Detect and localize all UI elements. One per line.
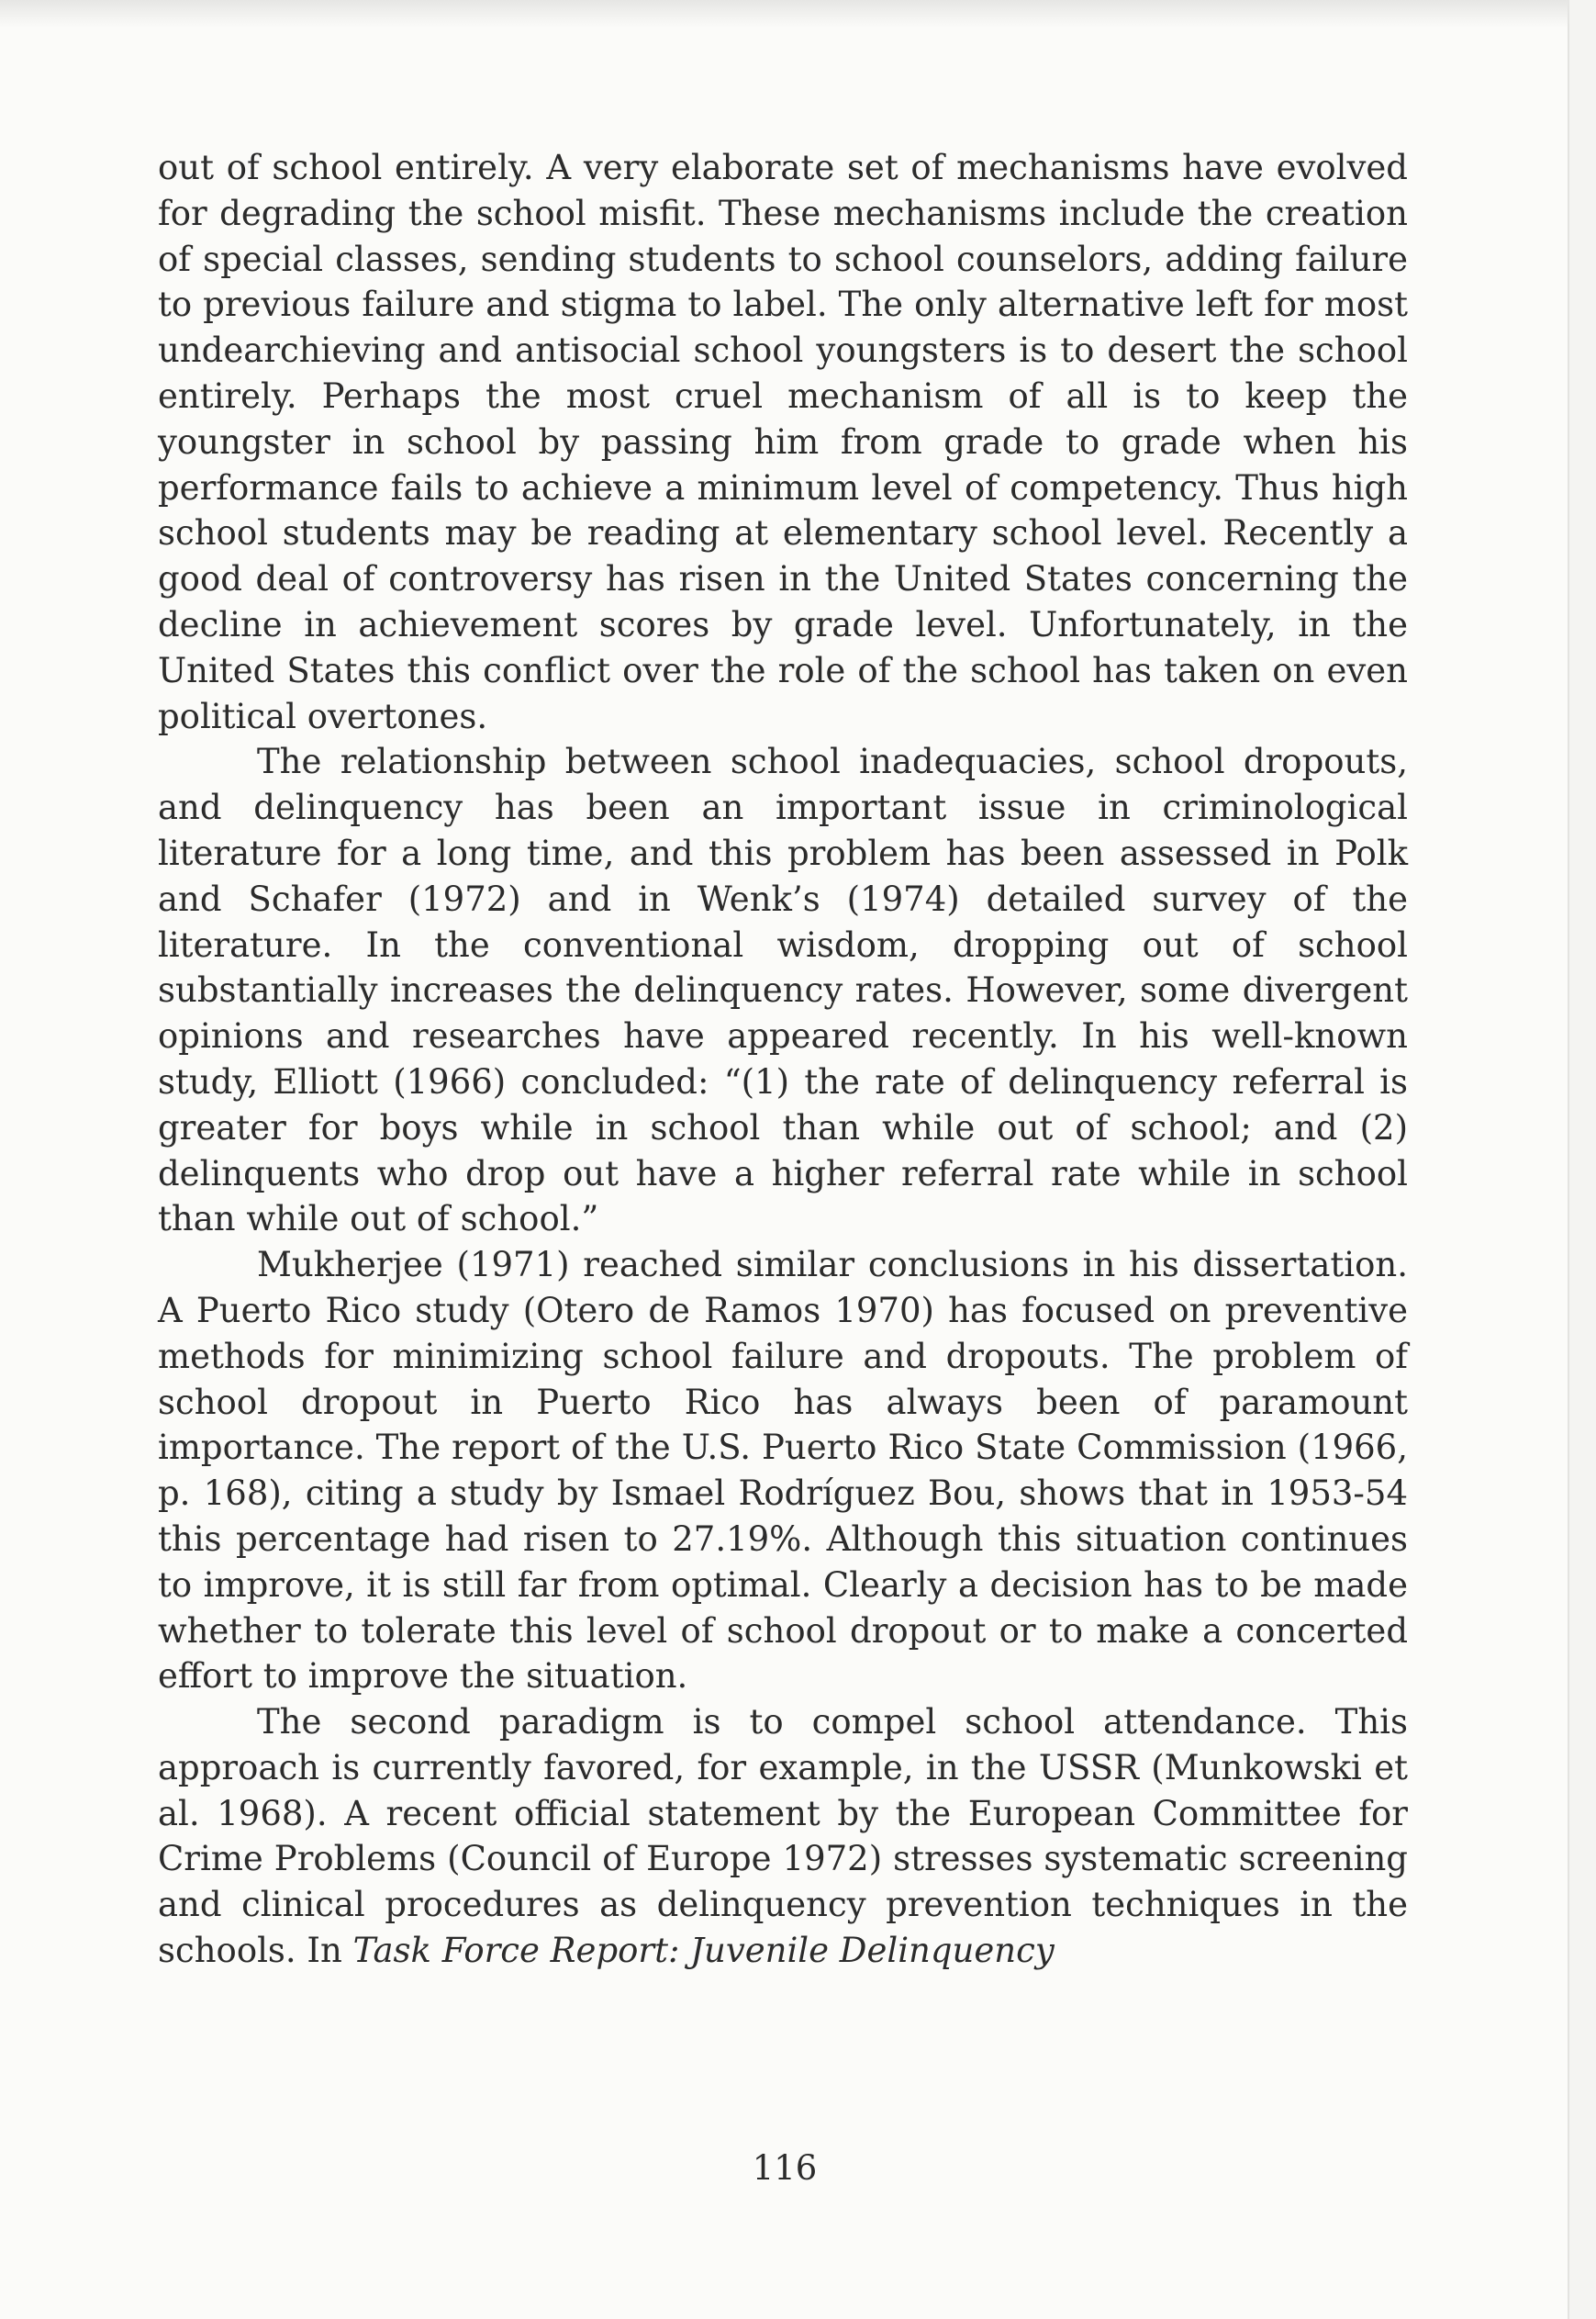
italic-report-title: Task Force Report: Juvenile Delinquency xyxy=(352,1931,1055,1971)
page-number: 116 xyxy=(752,2148,818,2188)
body-text xyxy=(158,145,1408,1974)
paragraph-puerto-rico: Mukherjee (1971) reached similar conclusions in his dissertation. A Puerto Rico study (Otero de Ramos 1970) has focused on preventive methods for minimizing school failure and dropouts. The problem of school dropout in Puerto Rico has always been of paramount importance. The report of the U.S. Puerto Rico State Commission (1966, p. 168), citing a study by Ismael Rodríguez Bou, shows that in 1953-54 this percentage had risen to 27.19%. Although this situation continues to improve, it is still far from optimal. Clearly a decision has to be made whether to tolerate this level of school dropout or to make a concerted effort to improve the situation. xyxy=(158,1245,1408,1697)
page-top-shadow xyxy=(0,0,1569,28)
paragraph-continued: out of school entirely. A very elaborate set of mechanisms have evolved for degrading the school misfit. These mechanisms include the creation of special classes, sending students to school counselors, adding failure to previous failure and stigma to label. The only alternative left for most undearchieving and antisocial school youngsters is to desert the school entirely. Perhaps the most cruel mechanism of all is to keep the youngster in school by passing him from grade to grade when his performance fails to achieve a minimum level of competency. Thus high school students may be reading at elementary school level. Recently a good deal of controversy has risen in the United States concerning the decline in achievement scores by grade level. Unfortunately, in the United States this conflict over the role of the school has taken on even political overtones. xyxy=(158,148,1408,736)
paragraph-dropouts-delinquency: The relationship between school inadequacies, school dropouts, and delinquency has been an important issue in criminological literature for a long time, and this problem has been assessed in Polk and Schafer (1972) and in Wenk’s (1974) detailed survey of the literature. In the conventional wisdom, dropping out of school substantially increases the delinquency rates. However, some divergent opinions and researches have appeared recently. In his well-known study, Elliott (1966) concluded: “(1) the rate of delinquency referral is greater for boys while in school than while out of school; and (2) delinquents who drop out have a higher referral rate while in school than while out of school.” xyxy=(158,742,1408,1239)
paragraph-second-paradigm xyxy=(158,1699,1408,1974)
paragraph-second-paradigm-text: The second paradigm is to compel school attendance. This approach is currently favored, for example, in the USSR (Munkowski et al. 1968). A recent official statement by the European Committee for Crime Problems (Council of Europe 1972) stresses systematic screening and clinical procedures as delinquency prevention techniques in the schools. In xyxy=(158,1702,1408,1971)
